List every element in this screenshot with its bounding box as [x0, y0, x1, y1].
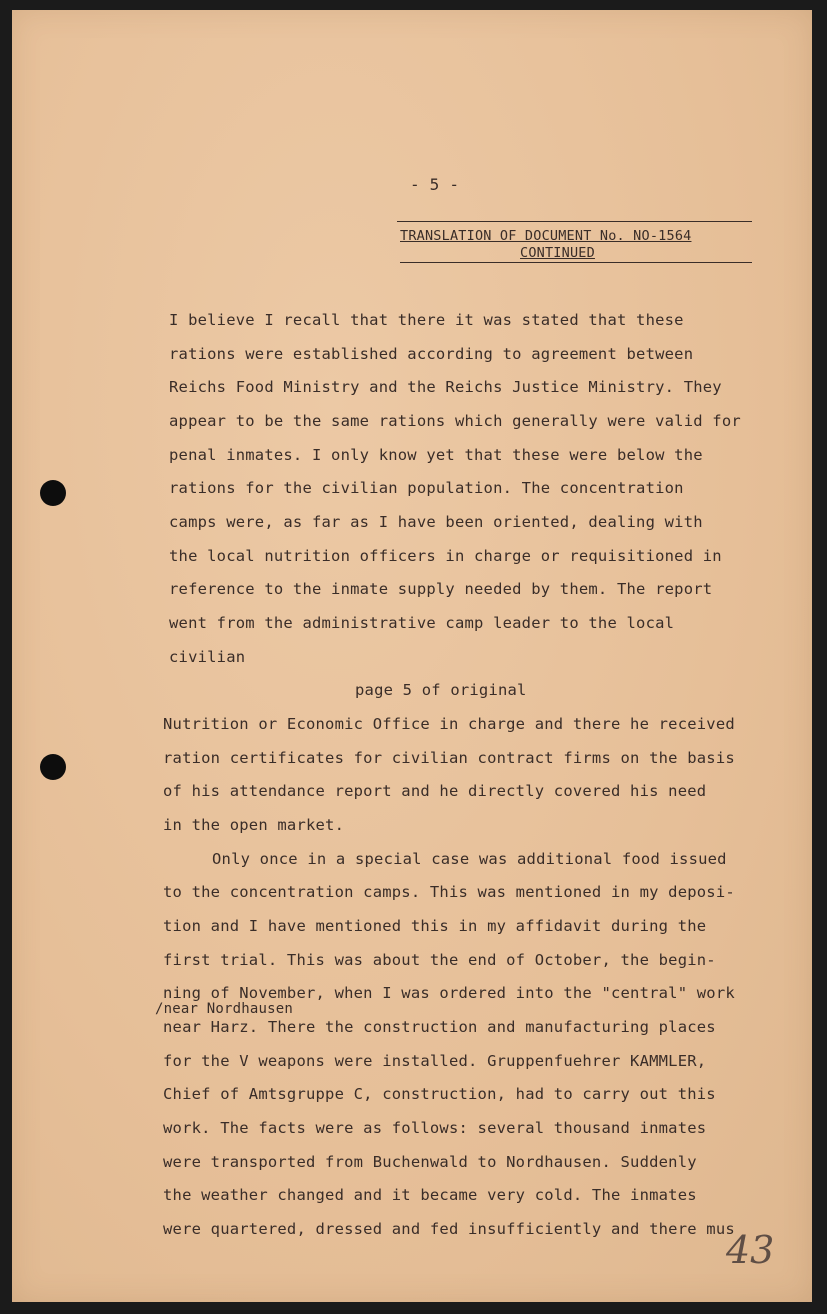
- header-subtitle: CONTINUED: [520, 245, 595, 261]
- text-line: appear to be the same rations which generally were valid for: [169, 412, 741, 430]
- text-line: the weather changed and it became very cold. The inmates: [163, 1186, 697, 1204]
- text-line: work. The facts were as follows: several thousand inmates: [163, 1119, 707, 1137]
- text-line: Chief of Amtsgruppe C, construction, had to carry out this: [163, 1085, 716, 1103]
- text-line: ration certificates for civilian contract firms on the basis: [163, 749, 735, 767]
- text-line: the local nutrition officers in charge or requisitioned in: [169, 547, 722, 565]
- folio-number: 43: [726, 1228, 775, 1272]
- text-line: civilian: [169, 648, 246, 666]
- text-line: Only once in a special case was additional food issued: [212, 850, 727, 868]
- text-line: were quartered, dressed and fed insufficiently and there mus: [163, 1220, 735, 1238]
- text-line: tion and I have mentioned this in my affidavit during the: [163, 917, 707, 935]
- text-line: rations were established according to agreement between: [169, 345, 694, 363]
- text-line: in the open market.: [163, 816, 345, 834]
- text-line: were transported from Buchenwald to Nordhausen. Suddenly: [163, 1153, 697, 1171]
- header-bottom-rule: [400, 262, 752, 263]
- header-top-rule: [397, 221, 752, 222]
- text-line: rations for the civilian population. The concentration: [169, 479, 684, 497]
- punch-hole: [40, 754, 66, 780]
- text-line: ning of November, when I was ordered into the "central" work: [163, 984, 735, 1002]
- text-line: first trial. This was about the end of October, the begin-: [163, 951, 716, 969]
- text-line: Reichs Food Ministry and the Reichs Justice Ministry. They: [169, 378, 722, 396]
- text-line: near Harz. There the construction and manufacturing places: [163, 1018, 716, 1036]
- document-page: [12, 10, 812, 1302]
- text-line: penal inmates. I only know yet that these were below the: [169, 446, 703, 464]
- text-line: for the V weapons were installed. Gruppenfuehrer KAMMLER,: [163, 1052, 707, 1070]
- text-line: of his attendance report and he directly covered his need: [163, 782, 707, 800]
- text-line: camps were, as far as I have been oriented, dealing with: [169, 513, 703, 531]
- text-line: I believe I recall that there it was stated that these: [169, 311, 684, 329]
- page-number: - 5 -: [410, 175, 460, 194]
- text-line: Nutrition or Economic Office in charge and there he received: [163, 715, 735, 733]
- page-marker: page 5 of original: [355, 681, 527, 699]
- header-title: TRANSLATION OF DOCUMENT No. NO-1564: [400, 228, 692, 244]
- text-line: reference to the inmate supply needed by them. The report: [169, 580, 713, 598]
- text-line: to the concentration camps. This was mentioned in my deposi-: [163, 883, 735, 901]
- text-line: went from the administrative camp leader to the local: [169, 614, 675, 632]
- punch-hole: [40, 480, 66, 506]
- handwritten-insert: /near Nordhausen: [155, 1001, 294, 1017]
